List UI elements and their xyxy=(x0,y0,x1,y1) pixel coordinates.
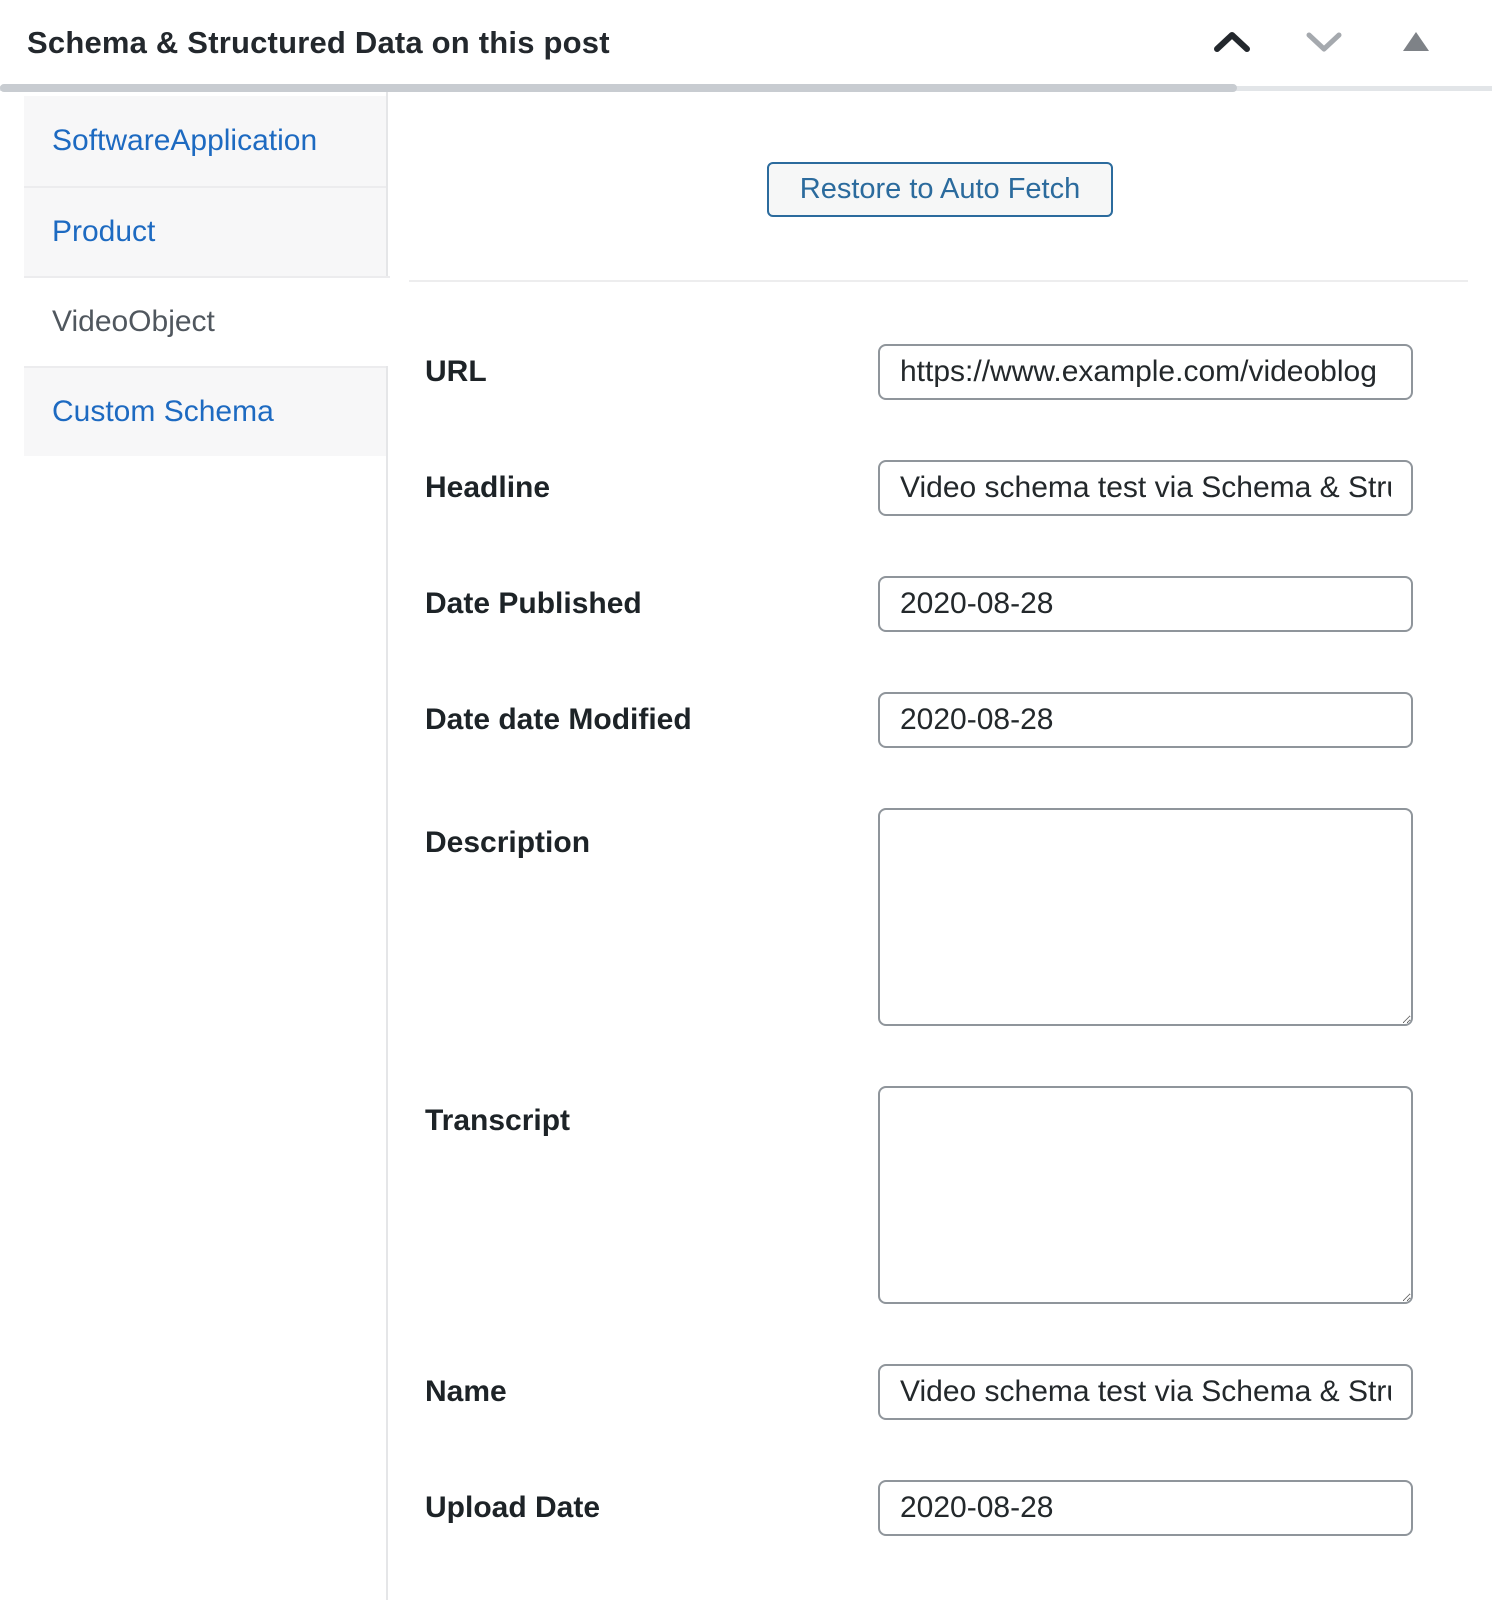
metabox-title: Schema & Structured Data on this post xyxy=(27,25,610,60)
field-row-name xyxy=(388,1364,1492,1420)
transcript-label: Transcript xyxy=(425,1104,571,1137)
chevron-down-icon xyxy=(1304,29,1344,58)
move-up-button[interactable] xyxy=(1210,21,1254,65)
field-row-headline xyxy=(388,460,1492,516)
tab-product[interactable]: Product xyxy=(24,186,386,276)
schema-tabs-sidebar xyxy=(24,96,386,456)
date-published-label: Date Published xyxy=(425,587,642,620)
move-down-button[interactable] xyxy=(1302,21,1346,65)
toggle-panel-button[interactable] xyxy=(1394,21,1438,65)
date-modified-label: Date date Modified xyxy=(425,703,692,736)
field-row-date-published xyxy=(388,576,1492,632)
field-row-transcript xyxy=(388,1086,1492,1304)
description-label: Description xyxy=(425,826,591,859)
field-row-description xyxy=(388,808,1492,1026)
triangle-up-icon xyxy=(1403,32,1429,54)
headline-input[interactable] xyxy=(878,460,1413,516)
date-published-input[interactable] xyxy=(878,576,1413,632)
url-label: URL xyxy=(425,355,487,388)
tab-custom-schema[interactable]: Custom Schema xyxy=(24,366,386,456)
name-label: Name xyxy=(425,1375,507,1408)
video-object-panel xyxy=(388,92,1492,1596)
transcript-textarea[interactable] xyxy=(878,1086,1413,1304)
video-schema-form xyxy=(388,282,1492,1536)
description-textarea[interactable] xyxy=(878,808,1413,1026)
restore-auto-fetch-button[interactable]: Restore to Auto Fetch xyxy=(767,162,1113,217)
horizontal-scrollbar-thumb[interactable] xyxy=(0,84,1237,92)
date-modified-input[interactable] xyxy=(878,692,1413,748)
field-row-url xyxy=(388,344,1492,400)
url-input[interactable] xyxy=(878,344,1413,400)
field-row-date-modified xyxy=(388,692,1492,748)
field-row-upload-date xyxy=(388,1480,1492,1536)
metabox-controls xyxy=(1210,21,1462,65)
name-input[interactable] xyxy=(878,1364,1413,1420)
headline-label: Headline xyxy=(425,471,551,504)
tab-software-application[interactable]: SoftwareApplication xyxy=(24,96,386,186)
upload-date-input[interactable] xyxy=(878,1480,1413,1536)
metabox-header xyxy=(0,0,1492,86)
upload-date-label: Upload Date xyxy=(425,1491,601,1524)
tab-video-object[interactable]: VideoObject xyxy=(24,276,390,366)
chevron-up-icon xyxy=(1212,29,1252,58)
